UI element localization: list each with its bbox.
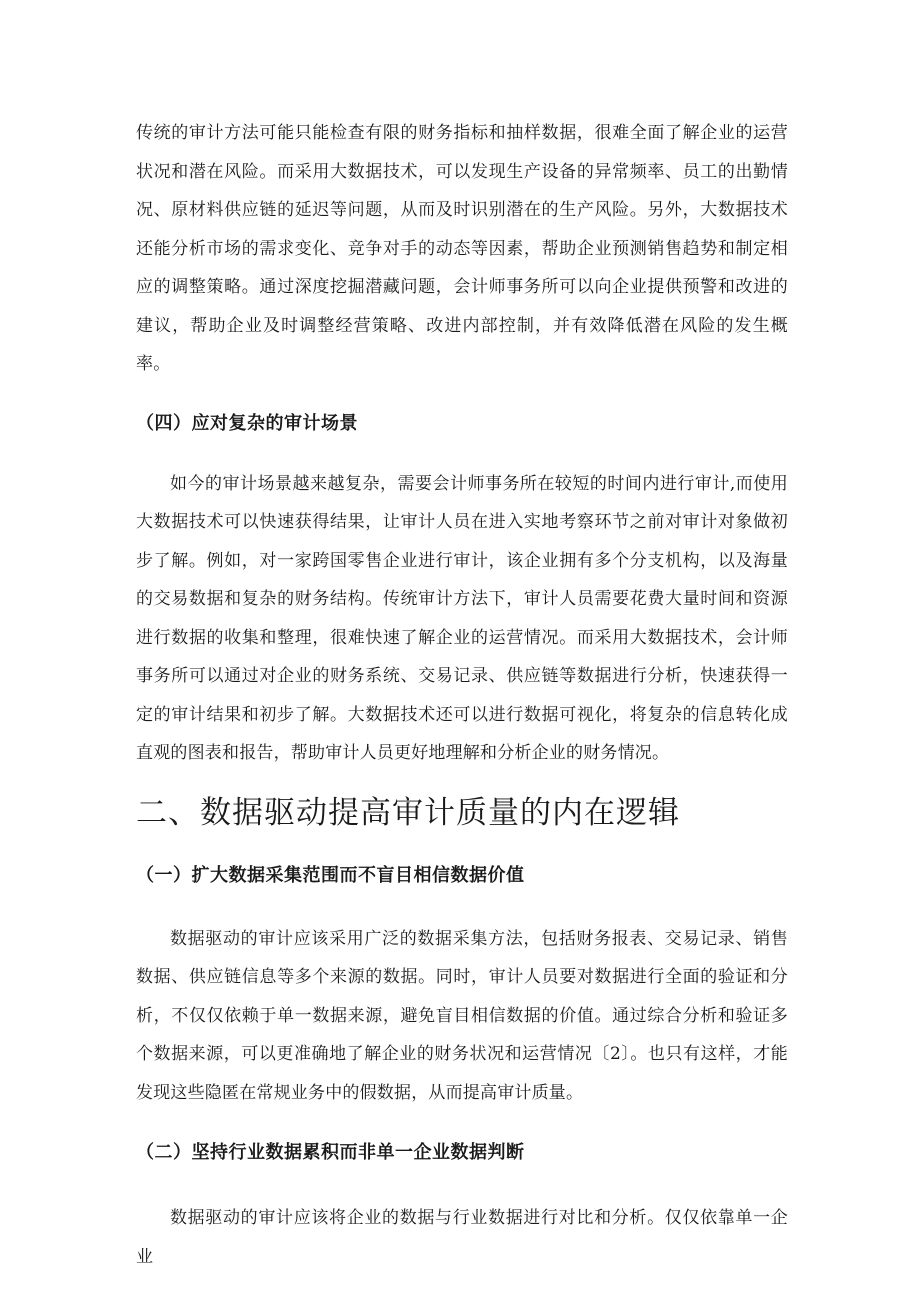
paragraph: 数据驱动的审计应该采用广泛的数据采集方法，包括财务报表、交易记录、销售数据、供应链信息等多个来源的数据。同时，审计人员要对数据进行全面的验证和分析，不仅仅依赖于单一数据来源，避免盲目相信数据的价值。通过综合分析和验证多个数据来源，可以更准确地了解企业的财务状况和运营情况〔2〕。也只有这样，才能发现这些隐匿在常规业务中的假数据，从而提高审计质量。 <box>136 928 788 1103</box>
section-heading: （二）坚持行业数据累积而非单一企业数据判断 <box>136 1142 525 1163</box>
section-heading: （一）扩大数据采集范围而不盲目相信数据价值 <box>136 864 525 886</box>
paragraph: 数据驱动的审计应该将企业的数据与行业数据进行对比和分析。仅仅依靠单一企业 <box>136 1208 788 1267</box>
paragraph: 传统的审计方法可能只能检查有限的财务指标和抽样数据，很难全面了解企业的运营状况和潜在风险。而采用大数据技术，可以发现生产设备的异常频率、员工的出勤情况、原材料供应链的延迟等问题，从而及时识别潜在的生产风险。另外，大数据技术还能分析市场的需求变化、竞争对手的动态等因素，帮助企业预测销售趋势和制定相应的调整策略。通过深度挖掘潜藏问题，会计师事务所可以向企业提供预警和改进的建议，帮助企业及时调整经营策略、改进内部控制，并有效降低潜在风险的发生概率。 <box>136 123 788 374</box>
document-body <box>136 110 788 1276</box>
chapter-heading: 二、数据驱动提高审计质量的内在逻辑 <box>136 794 680 831</box>
paragraph: 如今的审计场景越来越复杂，需要会计师事务所在较短的时间内进行审计,而使用大数据技术可以快速获得结果，让审计人员在进入实地考察环节之前对审计对象做初步了解。例如，对一家跨国零售企业进行审计，该企业拥有多个分支机构，以及海量的交易数据和复杂的财务结构。传统审计方法下，审计人员需要花费大量时间和资源进行数据的收集和整理，很难快速了解企业的运营情况。而采用大数据技术，会计师事务所可以通过对企业的财务系统、交易记录、供应链等数据进行分析，快速获得一定的审计结果和初步了解。大数据技术还可以进行数据可视化，将复杂的信息转化成直观的图表和报告，帮助审计人员更好地理解和分析企业的财务情况。 <box>136 473 788 763</box>
section-heading: （四）应对复杂的审计场景 <box>136 412 358 434</box>
